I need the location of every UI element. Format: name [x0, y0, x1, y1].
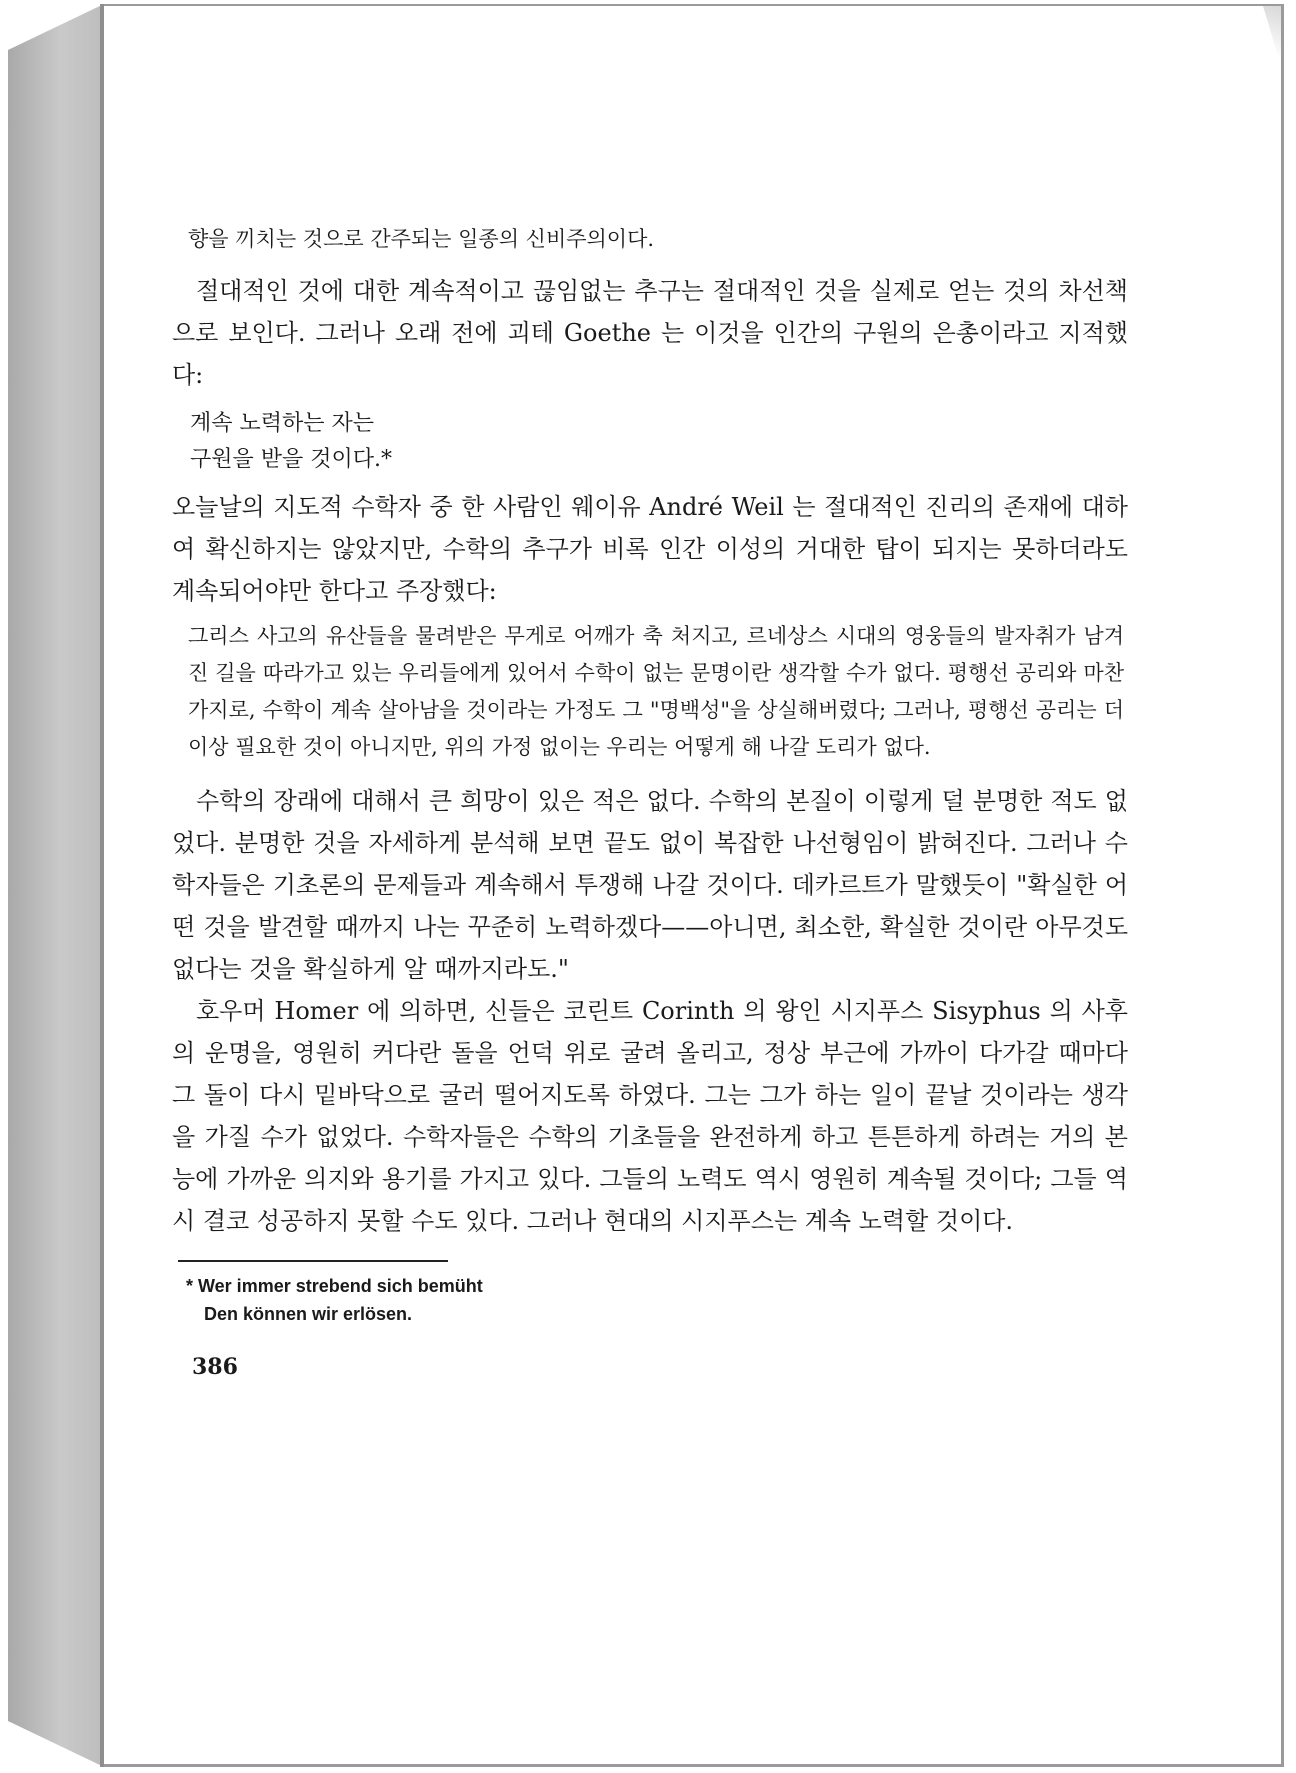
book-spine-side — [8, 4, 104, 1767]
footnote — [172, 1272, 1128, 1328]
footnote-line-2: Den können wir erlösen. — [204, 1304, 413, 1324]
continued-line: 향을 끼치는 것으로 간주되는 일종의 신비주의이다. — [188, 227, 655, 251]
paragraph-weil: 오늘날의 지도적 수학자 중 한 사람인 웨이유 André Weil 는 절대적인 진리의 존재에 대하여 확신하지는 않았지만, 수학의 추구가 비록 인간 이성의 거대한 탑이 되지는 못하더라도 계속되어야만 한다고 주장했다: — [172, 493, 1128, 605]
weil-quote: 그리스 사고의 유산들을 물려받은 무게로 어깨가 축 처지고, 르네상스 시대의 영웅들의 발자취가 남겨진 길을 따라가고 있는 우리들에게 있어서 수학이 없는 문명이란 생각할 수가 없다. 평행선 공리와 마찬가지로, 수학이 계속 살아남을 것이라는 가정도 그 "명백성"을 상실해버렸다; 그러나, 평행선 공리는 더 이상 필요한 것이 아니지만, 위의 가정 없이는 우리는 어떻게 해 나갈 도리가 없다. — [188, 624, 1124, 759]
paragraph-sisyphus: 호우머 Homer 에 의하면, 신들은 코린트 Corinth 의 왕인 시지푸스 Sisyphus 의 사후의 운명을, 영원히 커다란 돌을 언덕 위로 굴려 올리고, 정상 부근에 가까이 다가갈 때마다 그 돌이 다시 밑바닥으로 굴러 떨어지도록 하였다. 그는 그가 하는 일이 끝날 것이라는 생각을 가질 수가 없었다. 수학자들은 수학의 기초들을 완전하게 하고 튼튼하게 하려는 거의 본능에 가까운 의지와 용기를 가지고 있다. 그들의 노력도 역시 영원히 계속될 것이다; 그들 역시 결코 성공하지 못할 수도 있다. 그러나 현대의 시지푸스는 계속 노력할 것이다. — [172, 997, 1128, 1235]
paragraph-goethe: 절대적인 것에 대한 계속적이고 끊임없는 추구는 절대적인 것을 실제로 얻는 것의 차선책으로 보인다. 그러나 오래 전에 괴테 Goethe 는 이것을 인간의 구원의 은총이라고 지적했다: — [172, 277, 1128, 389]
verse-line-1: 계속 노력하는 자는 — [190, 411, 375, 436]
goethe-verse — [172, 406, 1128, 478]
page-number: 386 — [192, 1354, 238, 1380]
page-content — [172, 224, 1128, 1380]
page-corner — [1263, 6, 1281, 66]
paragraph-future: 수학의 장래에 대해서 큰 희망이 있은 적은 없다. 수학의 본질이 이렇게 덜 분명한 적도 없었다. 분명한 것을 자세하게 분석해 보면 끝도 없이 복잡한 나선형임이 밝혀진다. 그러나 수학자들은 기초론의 문제들과 계속해서 투쟁해 나갈 것이다. 데카르트가 말했듯이 "확실한 어떤 것을 발견할 때까지 나는 꾸준히 노력하겠다——아니면, 최소한, 확실한 것이란 아무것도 없다는 것을 확실하게 알 때까지라도." — [172, 787, 1128, 983]
footnote-line-1: * Wer immer strebend sich bemüht — [186, 1276, 483, 1296]
footnote-rule — [178, 1260, 448, 1262]
verse-line-2: 구원을 받을 것이다.* — [190, 447, 392, 472]
